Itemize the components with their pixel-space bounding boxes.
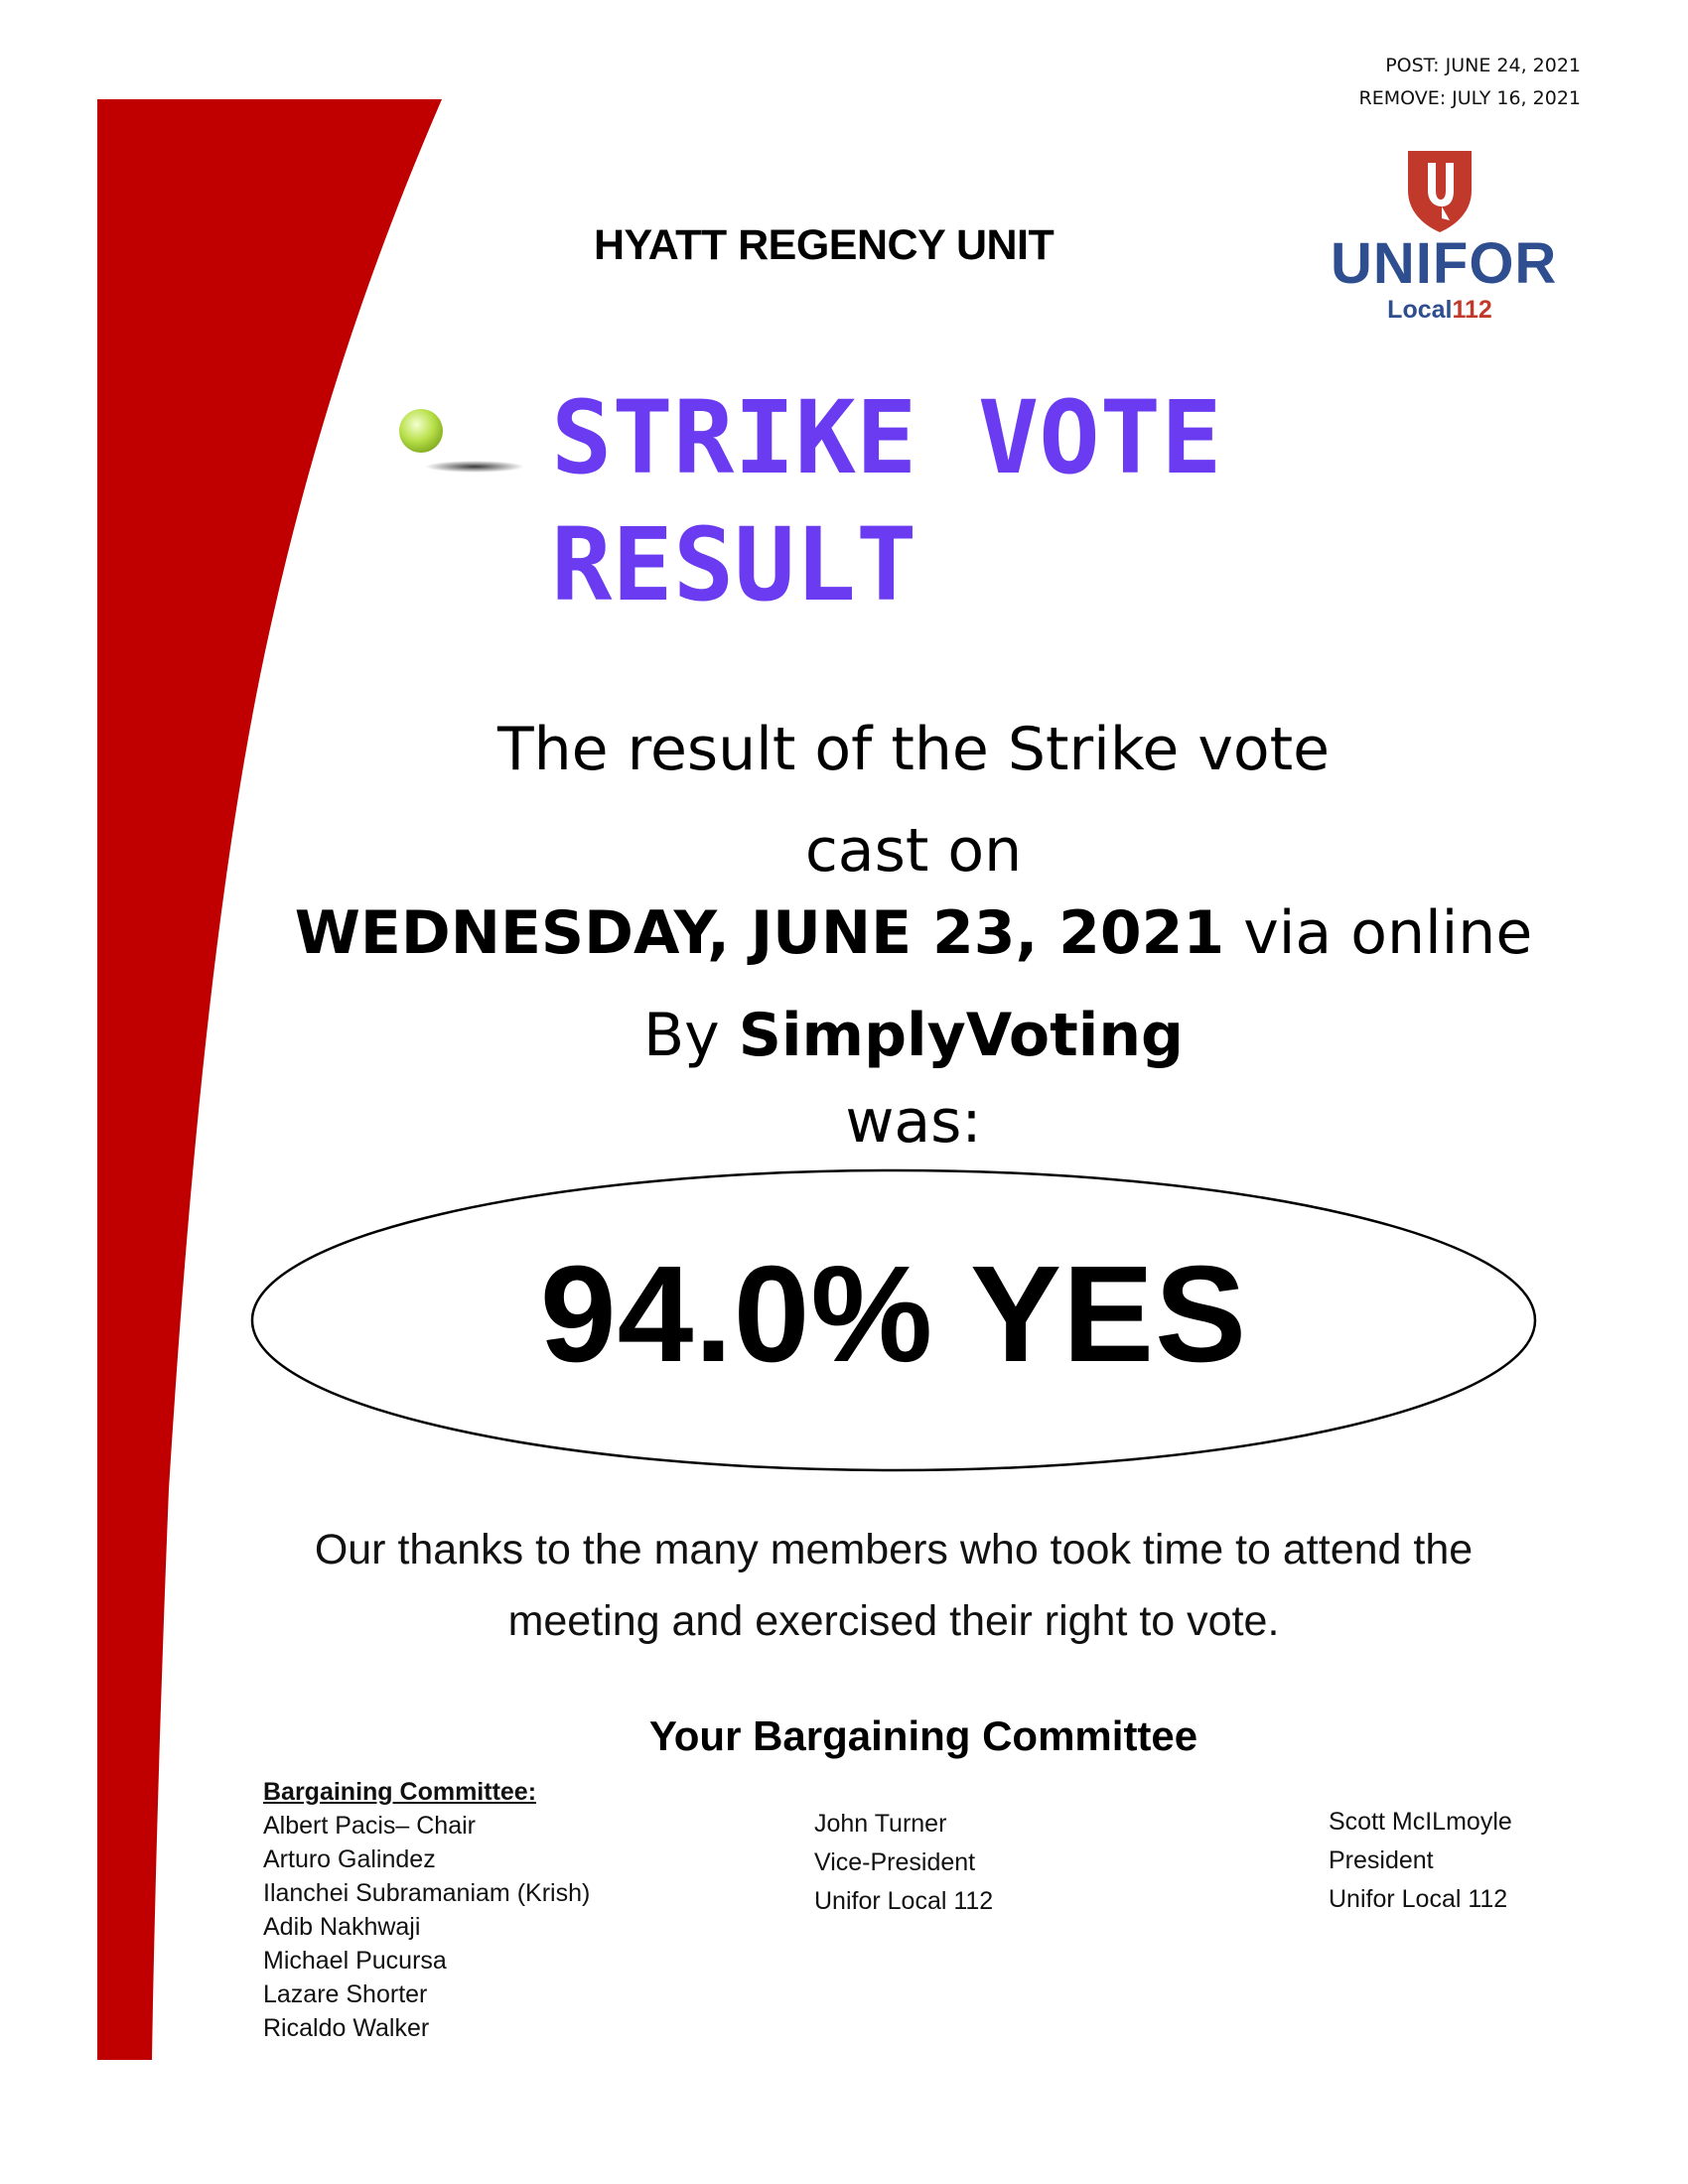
committee-member: Albert Pacis– Chair bbox=[263, 1812, 476, 1840]
voting-provider: SimplyVoting bbox=[738, 1001, 1184, 1070]
thanks-message bbox=[199, 1514, 1589, 1657]
committee-list-header: Bargaining Committee: bbox=[263, 1778, 537, 1806]
signatory-name: Scott McILmoyle bbox=[1329, 1808, 1512, 1836]
vote-date: WEDNESDAY, JUNE 23, 2021 bbox=[294, 898, 1225, 968]
vote-method: via online bbox=[1224, 898, 1533, 968]
headline-line-2: RESULT bbox=[551, 506, 917, 624]
by-label: By bbox=[643, 1001, 739, 1070]
remove-date: REMOVE: JULY 16, 2021 bbox=[1358, 87, 1581, 109]
body-line-was: was: bbox=[845, 1087, 982, 1157]
signatory-name: John Turner bbox=[814, 1810, 947, 1838]
signatory-vice-president bbox=[814, 1805, 993, 1921]
thanks-line-1: Our thanks to the many members who took time to attend the bbox=[314, 1526, 1474, 1573]
post-date: POST: JUNE 24, 2021 bbox=[1385, 55, 1581, 76]
committee-member: Arturo Galindez bbox=[263, 1845, 436, 1873]
committee-member: Lazare Shorter bbox=[263, 1980, 428, 2008]
signatory-org: Unifor Local 112 bbox=[1329, 1885, 1508, 1913]
committee-heading: Your Bargaining Committee bbox=[648, 1712, 1198, 1759]
body-line-1: The result of the Strike vote bbox=[496, 715, 1331, 784]
vote-date-line bbox=[209, 898, 1618, 968]
headline-line-1: STRIKE VOTE bbox=[551, 379, 1222, 497]
signatory-president bbox=[1329, 1803, 1512, 1919]
committee-member: Ilanchei Subramaniam (Krish) bbox=[263, 1879, 591, 1907]
signatory-title: Vice-President bbox=[814, 1848, 976, 1876]
committee-member: Ricaldo Walker bbox=[263, 2014, 430, 2042]
green-ball-decoration bbox=[397, 397, 526, 477]
logo-local-number: 112 bbox=[1452, 296, 1492, 324]
committee-member: Adib Nakhwaji bbox=[263, 1913, 421, 1941]
signatory-title: President bbox=[1329, 1846, 1434, 1874]
unit-title: HYATT REGENCY UNIT bbox=[594, 221, 1055, 269]
headline bbox=[551, 375, 1222, 629]
committee-member: Michael Pucursa bbox=[263, 1947, 447, 1975]
unifor-logo-local bbox=[1331, 296, 1549, 325]
logo-local-label: Local bbox=[1387, 296, 1453, 324]
signatory-org: Unifor Local 112 bbox=[814, 1887, 994, 1915]
thanks-line-2: meeting and exercised their right to vote. bbox=[507, 1597, 1280, 1645]
committee-list bbox=[263, 1775, 590, 2045]
vote-result: 94.0% YES bbox=[539, 1238, 1248, 1391]
body-line-2: cast on bbox=[804, 816, 1023, 886]
voting-provider-line bbox=[209, 1001, 1618, 1070]
unifor-logo-wordmark: UNIFOR bbox=[1331, 231, 1558, 296]
posting-dates bbox=[1359, 50, 1582, 115]
